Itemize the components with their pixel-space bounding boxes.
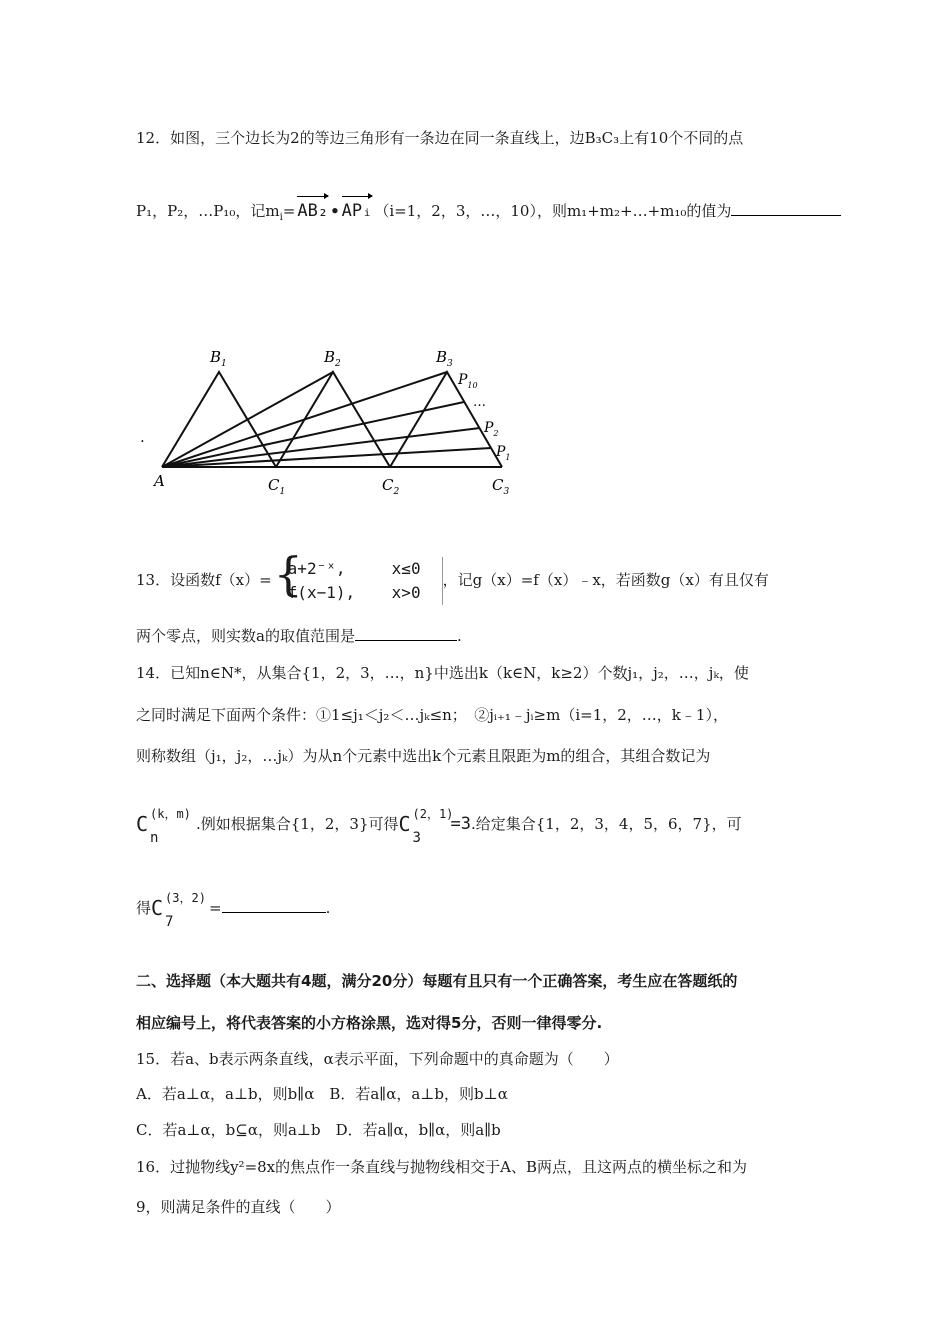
- section2-heading-line1: 二、选择题（本大题共有4题，满分20分）每题有且只有一个正确答案，考生应在答题纸的: [136, 972, 738, 990]
- label-p1: $P_1$: [496, 444, 511, 462]
- case2-expr: f(x−1),: [287, 583, 356, 602]
- comb1-c: C: [136, 812, 149, 836]
- q12-line2: P₁，P₂，…P₁₀，记$m_i= AB_2$ • APᵢ （i=1，2，3，…，10），则m₁+m₂+…+m₁₀的值为: [136, 194, 841, 229]
- label-c1: $C_1$: [268, 476, 286, 497]
- q13-line1: [136, 547, 769, 605]
- piecewise-function: [273, 547, 443, 605]
- answer-blank-14: [222, 898, 326, 913]
- label-c2: $C_2$: [382, 476, 400, 497]
- label-c3: $C_3$: [492, 476, 510, 497]
- comb2-up: (2，1): [412, 807, 454, 821]
- q12-dot: .: [140, 428, 145, 446]
- q16-line1: 16．过抛物线y²=8x的焦点作一条直线与抛物线相交于A、B两点，且这两点的横坐标之和为: [136, 1158, 748, 1176]
- triangle-figure: [148, 340, 518, 500]
- triangle-1: [162, 372, 276, 467]
- q14-line2: 之同时满足下面两个条件：①1≤j₁＜j₂＜…jₖ≤n； ②jᵢ₊₁﹣jᵢ≥m（i=1，2，…，k﹣1），: [136, 706, 728, 724]
- label-b3: $B_3$: [436, 348, 453, 369]
- label-p2: $P_2$: [484, 420, 499, 438]
- combination-2-1: [398, 807, 454, 846]
- answer-blank-13: [355, 626, 457, 641]
- q12-line2-pre: P₁，P₂，…P₁₀，记m: [136, 202, 280, 220]
- q14-line5-end: .: [325, 899, 331, 917]
- q15-stem: 15．若a、b表示两条直线，α表示平面，下列命题中的真命题为（ ）: [136, 1050, 619, 1068]
- vector-ab2: AB₂: [297, 201, 329, 221]
- triangle-2: [276, 372, 390, 467]
- label-p10: $P_{10}$: [458, 372, 478, 390]
- q15-options-ab: A．若a⊥α，a⊥b，则b∥α B．若a∥α，a⊥b，则b⊥α: [136, 1085, 508, 1103]
- combination-k-m: [136, 807, 196, 846]
- q14-line1: 14．已知n∈N*，从集合{1，2，3，…，n}中选出k（k∈N，k≥2）个数j₁，j₂，…，jₖ，使: [136, 664, 749, 682]
- comb1-dn: n: [150, 830, 159, 846]
- q13-line2: [136, 625, 462, 647]
- q15-options-cd: C．若a⊥α，b⊆α，则a⊥b D．若a∥α，b∥α，则a∥b: [136, 1121, 501, 1139]
- case2-cond: x>0: [391, 583, 421, 602]
- q14-line4-end: .给定集合{1，2，3，4，5，6，7}，可: [470, 815, 742, 833]
- q13-pre: 13．设函数f（x）=: [136, 571, 272, 589]
- vector-api: APᵢ: [341, 201, 373, 221]
- comb2-eq: =3: [450, 814, 471, 834]
- brace-icon: {: [273, 547, 303, 601]
- case1-cond: x≤0: [391, 559, 421, 578]
- comb3-up: (3，2): [165, 891, 206, 905]
- q12-line1: 12．如图，三个边长为2的等边三角形有一条边在同一条直线上，边B₃C₃上有10个不同的点: [136, 129, 744, 147]
- answer-blank-12: [731, 201, 841, 216]
- q14-line5-pre: 得: [136, 899, 152, 917]
- q13-line2-end: .: [456, 627, 462, 645]
- q14-line4-mid: .例如根据集合{1，2，3}可得: [196, 815, 399, 833]
- label-a: A: [154, 472, 165, 490]
- q14-line3: 则称数组（j₁，j₂，…jₖ）为从n个元素中选出k个元素且限距为m的组合，其组合数记为: [136, 747, 711, 765]
- comb2-c: C: [398, 812, 411, 836]
- ray-ap10: [162, 402, 464, 467]
- q14-line5-eq: =: [209, 899, 222, 917]
- comb2-dn: 3: [412, 830, 421, 846]
- case1-expr: a+2⁻ˣ,: [287, 559, 346, 578]
- q14-line4: [136, 807, 742, 846]
- section2-heading-line2: 相应编号上，将代表答案的小方格涂黑，选对得5分，否则一律得零分.: [136, 1014, 603, 1032]
- comb3-c: C: [151, 896, 164, 920]
- q16-line2: 9，则满足条件的直线（ ）: [136, 1198, 341, 1216]
- comb1-up: (k，m): [150, 807, 191, 821]
- q14-line5: [136, 891, 331, 930]
- label-b2: $B_2$: [324, 348, 341, 369]
- label-dots: …: [473, 395, 486, 410]
- ray-ap2: [162, 428, 480, 467]
- q12-line2-sub: i: [279, 212, 283, 223]
- label-b1: $B_1$: [210, 348, 227, 369]
- q12-line2-eq: =: [282, 202, 296, 220]
- q12-line2-post: （i=1，2，3，…，10），则m₁+m₂+…+m₁₀的值为: [374, 202, 732, 220]
- comb3-dn: 7: [165, 914, 174, 930]
- q13-post: ，记g（x）=f（x）﹣x，若函数g（x）有且仅有: [442, 571, 769, 589]
- combination-3-2: [151, 891, 209, 930]
- q13-line2-text: 两个零点，则实数a的取值范围是: [136, 627, 355, 645]
